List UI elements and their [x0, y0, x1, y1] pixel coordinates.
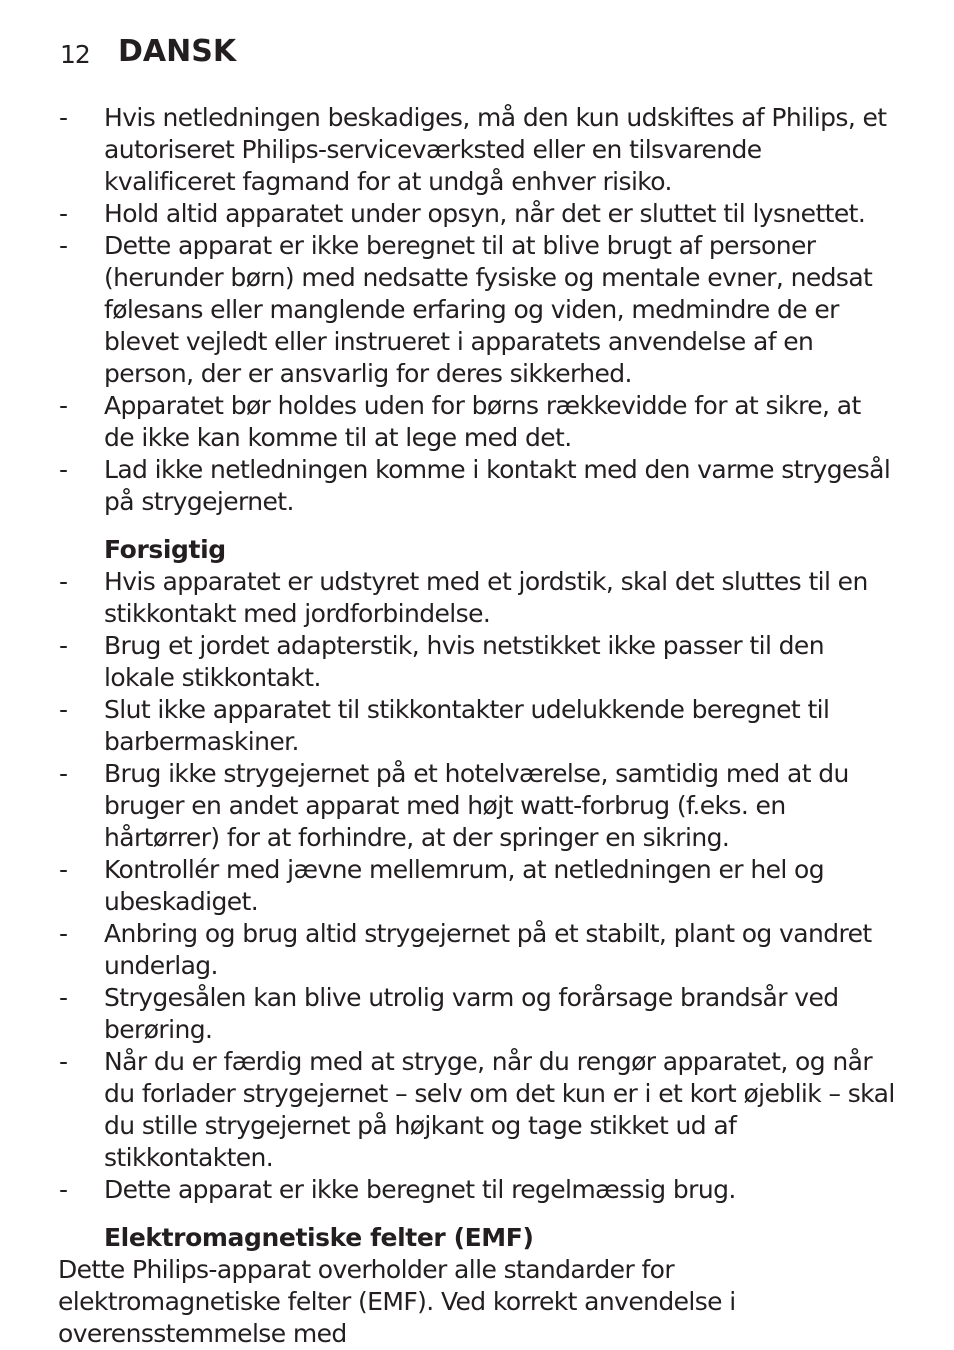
bullet-marker: - [59, 231, 68, 260]
caution-list [0, 566, 954, 1206]
page-number: 12 [60, 40, 90, 69]
warning-list [0, 102, 954, 518]
bullet-marker: - [59, 103, 68, 132]
bullet-marker: - [59, 855, 68, 884]
list-item-text: Dette apparat er ikke beregnet til at blive brugt af personer (herunder børn) med nedsatte fysiske og mentale evner, nedsat følesans eller manglende erfaring og viden, medmindre de er blevet vejledt eller instrueret i apparatets anvendelse af en person, der er ansvarlig for deres sikkerhed. [104, 231, 873, 388]
list-item-text: Hold altid apparatet under opsyn, når det er sluttet til lysnettet. [104, 199, 866, 228]
list-item [0, 694, 954, 758]
list-item-text: Hvis netledningen beskadiges, må den kun udskiftes af Philips, et autoriseret Philips-serviceværksted eller en tilsvarende kvalificeret fagmand for at undgå enhver risiko. [104, 103, 887, 196]
bullet-marker: - [59, 759, 68, 788]
page-content [0, 102, 954, 1350]
list-item-text: Apparatet bør holdes uden for børns rækkevidde for at sikre, at de ikke kan komme til at lege med det. [104, 391, 861, 452]
list-item [0, 918, 954, 982]
list-item [0, 630, 954, 694]
list-item-text: Dette apparat er ikke beregnet til regelmæssig brug. [104, 1175, 736, 1204]
emf-heading: Elektromagnetiske felter (EMF) [104, 1223, 534, 1252]
list-item [0, 982, 954, 1046]
list-item-text: Kontrollér med jævne mellemrum, at netledningen er hel og ubeskadiget. [104, 855, 825, 916]
bullet-marker: - [59, 199, 68, 228]
bullet-marker: - [59, 567, 68, 596]
emf-paragraph: Dette Philips-apparat overholder alle standarder for elektromagnetiske felter (EMF). Ved korrekt anvendelse i overensstemmelse med [58, 1255, 736, 1348]
list-item [0, 102, 954, 198]
bullet-marker: - [59, 1175, 68, 1204]
language-heading: DANSK [118, 34, 237, 69]
list-item [0, 566, 954, 630]
bullet-marker: - [59, 919, 68, 948]
bullet-marker: - [59, 1047, 68, 1076]
list-item [0, 198, 954, 230]
list-item-text: Når du er færdig med at stryge, når du rengør apparatet, og når du forlader strygejernet – selv om det kun er i et kort øjeblik – skal du stille strygejernet på højkant og tage stikket ud af stikkontakten. [104, 1047, 895, 1172]
list-item [0, 454, 954, 518]
list-item [0, 230, 954, 390]
list-item [0, 1046, 954, 1174]
bullet-marker: - [59, 631, 68, 660]
caution-heading: Forsigtig [104, 535, 226, 564]
list-item [0, 390, 954, 454]
bullet-marker: - [59, 455, 68, 484]
bullet-marker: - [59, 695, 68, 724]
bullet-marker: - [59, 391, 68, 420]
list-item [0, 854, 954, 918]
list-item-text: Slut ikke apparatet til stikkontakter udelukkende beregnet til barbermaskiner. [104, 695, 830, 756]
list-item-text: Lad ikke netledningen komme i kontakt med den varme strygesål på strygejernet. [104, 455, 891, 516]
list-item-text: Strygesålen kan blive utrolig varm og forårsage brandsår ved berøring. [104, 983, 839, 1044]
list-item [0, 1174, 954, 1206]
list-item-text: Hvis apparatet er udstyret med et jordstik, skal det sluttes til en stikkontakt med jordforbindelse. [104, 567, 868, 628]
list-item-text: Brug et jordet adapterstik, hvis netstikket ikke passer til den lokale stikkontakt. [104, 631, 824, 692]
list-item-text: Anbring og brug altid strygejernet på et stabilt, plant og vandret underlag. [104, 919, 872, 980]
bullet-marker: - [59, 983, 68, 1012]
list-item [0, 758, 954, 854]
list-item-text: Brug ikke strygejernet på et hotelværelse, samtidig med at du bruger en andet apparat med højt watt-forbrug (f.eks. en hårtørrer) for at forhindre, at der springer en sikring. [104, 759, 849, 852]
